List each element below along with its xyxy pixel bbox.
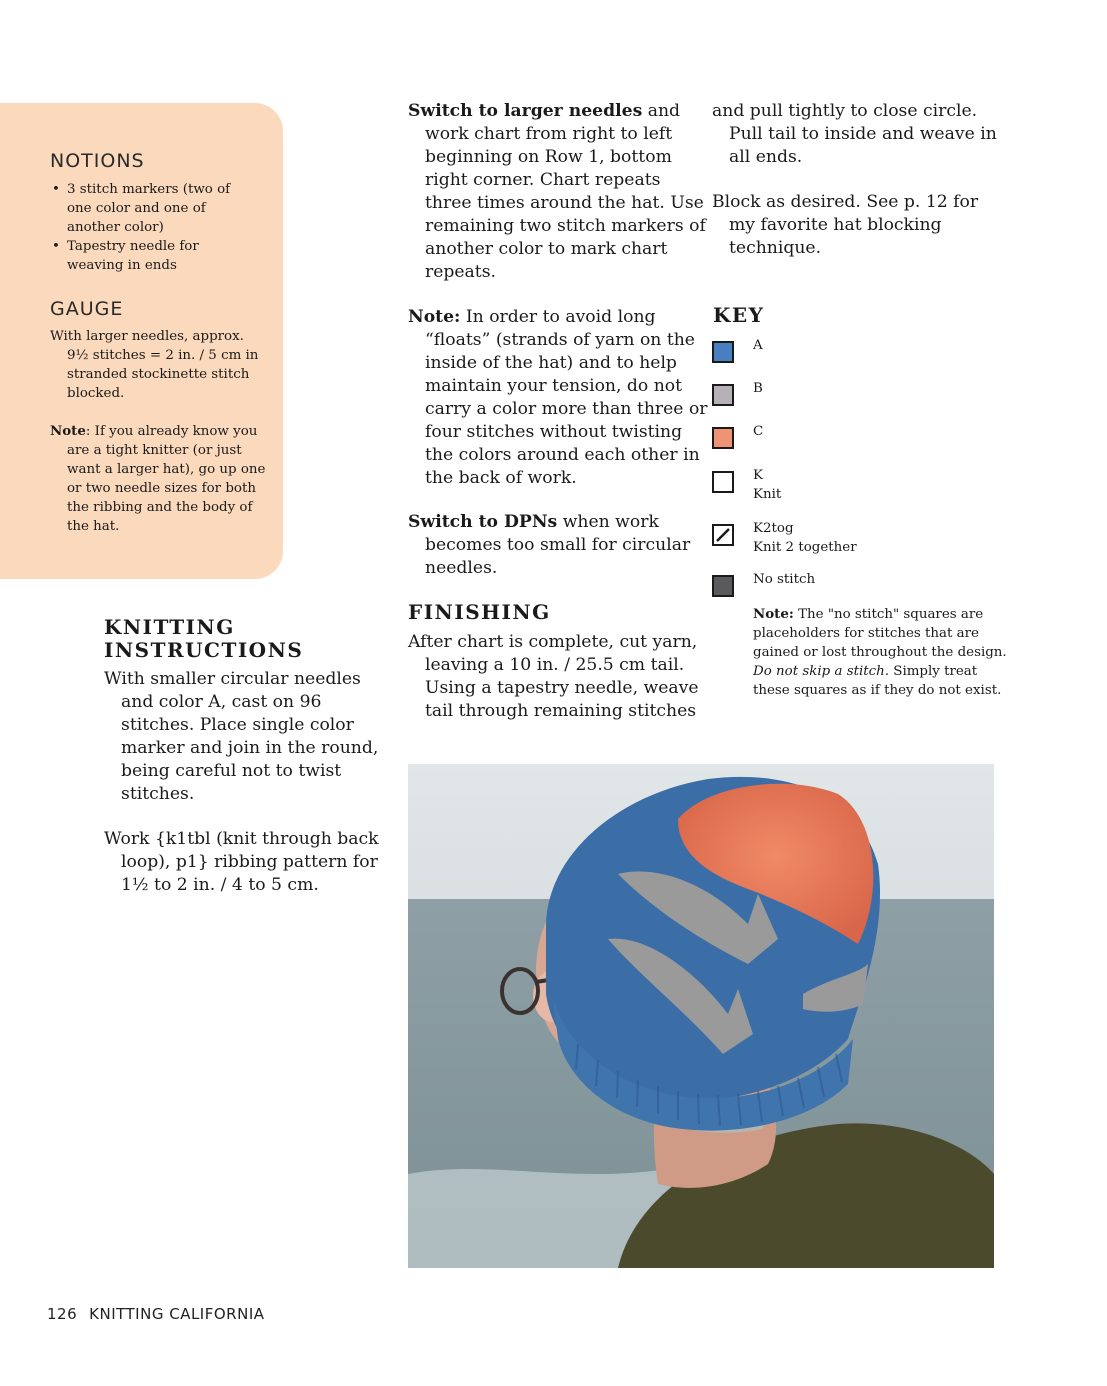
key-label (753, 379, 1013, 398)
key-swatch (712, 524, 734, 546)
bold-lead: Note: (753, 606, 794, 623)
dpn-paragraph (408, 511, 707, 580)
key-swatch (712, 384, 734, 406)
book-title: KNITTING CALIFORNIA (89, 1305, 265, 1323)
key-code: B (753, 381, 763, 396)
key-swatch (712, 471, 734, 493)
bold-lead: Note: (408, 307, 461, 327)
key-description: Knit 2 together (753, 540, 857, 555)
sidebar-note (50, 422, 267, 536)
key-label (753, 519, 1013, 557)
knitting-instructions-heading (104, 616, 303, 662)
heading-line: INSTRUCTIONS (104, 638, 304, 662)
key-label (753, 466, 1013, 504)
key-label (753, 422, 1013, 441)
list-item: • Tapestry needle for weaving in ends (50, 237, 250, 275)
paragraph-text: when work becomes too small for circular needles. (425, 512, 691, 578)
notions-heading: NOTIONS (50, 150, 145, 172)
gauge-text: With larger needles, approx. 9½ stitches = 2 in. / 5 cm in stranded stockinette stitch blocked. (50, 329, 259, 401)
blocking-paragraph: Block as desired. See p. 12 for my favorite hat blocking technique. (712, 192, 979, 258)
note-text: The "no stitch" squares are placeholders for stitches that are gained or lost throughout the design. (753, 607, 1007, 661)
bold-lead: Switch to DPNs (408, 512, 558, 532)
key-label (753, 570, 1013, 589)
key-description: Knit (753, 487, 782, 502)
key-code: A (753, 338, 763, 353)
key-code: K (753, 468, 764, 483)
key-label (753, 336, 1013, 355)
note-text: : If you already know you are a tight knitter (or just want a larger hat), go up one or two needle sizes for both the ribbing and the body of the hat. (67, 424, 266, 534)
hat-photo (408, 764, 994, 1268)
key-code: C (753, 424, 764, 439)
note-label: Note (50, 423, 86, 439)
photo-illustration (408, 764, 994, 1268)
key-heading: KEY (713, 303, 765, 327)
page-footer (47, 1305, 265, 1323)
key-swatch (712, 575, 734, 597)
no-stitch-note (753, 605, 1013, 700)
switch-needles-paragraph (408, 100, 707, 284)
paragraph-text: and work chart from right to left beginning on Row 1, bottom right corner. Chart repeats three times around the hat. Use remaining two stitch markers of another color to mark chart repeats. (425, 101, 706, 282)
notions-list (50, 180, 250, 275)
finishing-heading: FINISHING (408, 600, 551, 624)
gauge-heading: GAUGE (50, 298, 124, 320)
note-italic: Do not skip a stitch. (753, 664, 890, 680)
note-text: Simply treat these squares as if they do not exist. (753, 664, 1002, 699)
paragraph-text: In order to avoid long “floats” (strands of yarn on the inside of the hat) and to help maintain your tension, do not carry a color more than three or four stitches without twisting the colors around each other in the back of work. (425, 307, 708, 488)
floats-note-paragraph (408, 306, 710, 490)
key-swatch (712, 427, 734, 449)
page-number: 126 (47, 1305, 78, 1323)
cast-on-paragraph: With smaller circular needles and color A, cast on 96 stitches. Place single color marker and join in the round, being careful not to twist stitches. (104, 669, 379, 804)
bold-lead: Switch to larger needles (408, 101, 643, 121)
close-circle-paragraph: and pull tightly to close circle. Pull tail to inside and weave in all ends. (712, 101, 997, 167)
key-code: K2tog (753, 521, 794, 536)
ribbing-paragraph: Work {k1tbl (knit through back loop), p1} ribbing pattern for 1½ to 2 in. / 4 to 5 cm. (104, 829, 379, 895)
key-swatch (712, 341, 734, 363)
heading-line: KNITTING (104, 615, 235, 639)
list-item: • 3 stitch markers (two of one color and one of another color) (50, 180, 250, 237)
finishing-paragraph: After chart is complete, cut yarn, leaving a 10 in. / 25.5 cm tail. Using a tapestry needle, weave tail through remaining stitches (408, 632, 699, 721)
k2tog-slash-icon (714, 526, 732, 544)
key-code: No stitch (753, 572, 816, 587)
